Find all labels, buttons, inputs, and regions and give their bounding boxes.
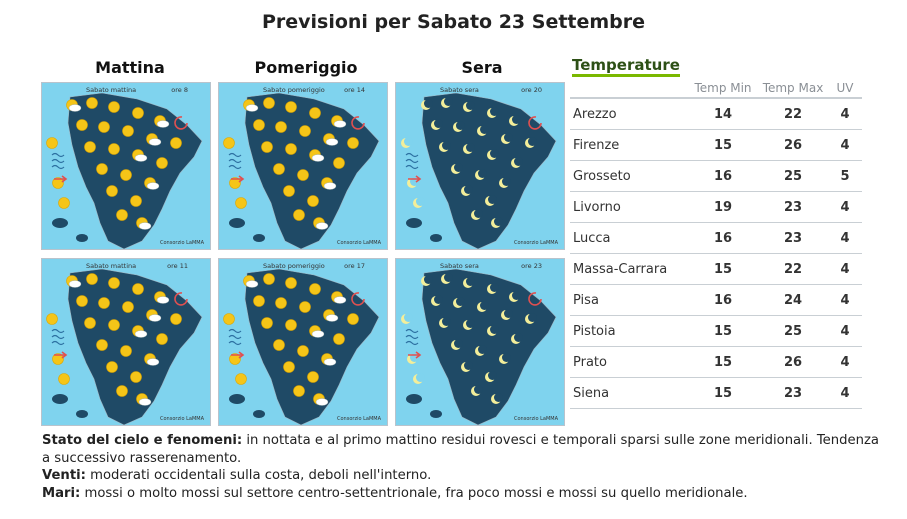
city-name: Pistoia: [570, 316, 688, 347]
uv-value: 4: [828, 192, 862, 223]
sun-icon: [109, 278, 120, 289]
map-period-label: Sabato mattina: [86, 86, 137, 94]
wave-icon: [52, 336, 64, 339]
moon-shadow: [404, 313, 413, 322]
moon-shadow: [464, 361, 473, 370]
temp-min: 16: [688, 223, 758, 254]
uv-value: 4: [828, 98, 862, 130]
uv-value: 4: [828, 223, 862, 254]
moon-shadow: [442, 141, 451, 150]
uv-value: 4: [828, 285, 862, 316]
forecast-map-morning-1[interactable]: [41, 82, 211, 250]
sun-icon: [300, 126, 311, 137]
city-name: Massa-Carrara: [570, 254, 688, 285]
wave-icon: [229, 342, 241, 345]
table-row: [570, 254, 862, 285]
cloud-icon: [149, 139, 161, 146]
sun-icon: [300, 302, 311, 313]
table-header-row: [570, 79, 862, 98]
moon-shadow: [490, 325, 499, 334]
temp-min: 16: [688, 285, 758, 316]
moon-shadow: [466, 319, 475, 328]
moon-shadow: [404, 137, 413, 146]
sun-icon: [310, 108, 321, 119]
wave-icon: [406, 154, 418, 157]
moon-shadow: [480, 125, 489, 134]
temp-min: 14: [688, 98, 758, 130]
tuscany-map-graphic: [396, 83, 565, 250]
sky-text: in nottata e al primo mattino residui rovesci e temporali sparsi sulle zone meridionali. Tendenza a successivo rasserenamento.: [42, 433, 879, 466]
moon-shadow: [490, 283, 499, 292]
sun-icon: [308, 372, 319, 383]
sun-icon: [262, 318, 273, 329]
header-temp-min: Temp Min: [694, 81, 752, 95]
map-time-label: ore 23: [521, 262, 542, 270]
island-shape: [253, 410, 265, 418]
moon-shadow: [480, 301, 489, 310]
wave-icon: [406, 336, 418, 339]
sun-icon: [236, 374, 247, 385]
sun-icon: [133, 108, 144, 119]
temp-max: 22: [758, 254, 828, 285]
moon-shadow: [454, 163, 463, 172]
wave-icon: [52, 166, 64, 169]
sun-icon: [109, 102, 120, 113]
wave-icon: [406, 166, 418, 169]
forecast-map-afternoon-1[interactable]: [218, 82, 388, 250]
sun-icon: [286, 320, 297, 331]
sun-icon: [123, 126, 134, 137]
city-name: Prato: [570, 347, 688, 378]
moon-shadow: [528, 313, 537, 322]
moon-shadow: [444, 273, 453, 282]
table-row: [570, 316, 862, 347]
sun-icon: [59, 374, 70, 385]
cloud-icon: [139, 399, 151, 406]
sun-icon: [236, 198, 247, 209]
sun-icon: [97, 164, 108, 175]
cloud-icon: [326, 315, 338, 322]
island-shape: [430, 410, 442, 418]
sun-icon: [85, 142, 96, 153]
sun-icon: [224, 138, 235, 149]
temp-max: 24: [758, 285, 828, 316]
island-shape: [76, 410, 88, 418]
map-time-label: ore 8: [171, 86, 188, 94]
sun-icon: [117, 210, 128, 221]
cloud-icon: [324, 359, 336, 366]
sun-icon: [157, 158, 168, 169]
map-time-label: ore 20: [521, 86, 542, 94]
moon-shadow: [434, 119, 443, 128]
sun-icon: [107, 362, 118, 373]
wave-icon: [406, 342, 418, 345]
wave-icon: [52, 330, 64, 333]
cloud-icon: [334, 121, 346, 128]
temp-max: 25: [758, 161, 828, 192]
sun-icon: [87, 274, 98, 285]
sun-icon: [107, 186, 118, 197]
forecast-map-evening-1[interactable]: [395, 82, 565, 250]
temp-max: 26: [758, 130, 828, 161]
sun-icon: [254, 120, 265, 131]
moon-shadow: [456, 121, 465, 130]
uv-value: 5: [828, 161, 862, 192]
wave-icon: [406, 160, 418, 163]
map-period-label: Sabato pomeriggio: [263, 86, 325, 94]
moon-shadow: [444, 97, 453, 106]
sun-icon: [77, 120, 88, 131]
sun-icon: [348, 314, 359, 325]
moon-shadow: [488, 371, 497, 380]
island-shape: [430, 234, 442, 242]
sun-icon: [47, 138, 58, 149]
column-label-evening: Sera: [461, 58, 503, 77]
temp-min: 15: [688, 378, 758, 409]
moon-shadow: [442, 317, 451, 326]
sun-icon: [294, 386, 305, 397]
sun-icon: [117, 386, 128, 397]
moon-shadow: [456, 297, 465, 306]
uv-value: 4: [828, 254, 862, 285]
city-name: Arezzo: [570, 98, 688, 130]
sun-icon: [286, 102, 297, 113]
uv-value: 4: [828, 347, 862, 378]
island-shape: [253, 234, 265, 242]
moon-shadow: [424, 99, 433, 108]
cloud-icon: [149, 315, 161, 322]
map-credit: Consorzio LaMMA: [160, 416, 204, 422]
sun-icon: [47, 314, 58, 325]
moon-shadow: [490, 149, 499, 158]
wind-text: moderati occidentali sulla costa, deboli nell'interno.: [85, 468, 432, 483]
sky-label: Stato del cielo e fenomeni:: [42, 433, 243, 448]
tuscany-map-graphic: [219, 259, 388, 426]
sun-icon: [109, 144, 120, 155]
temperature-table: [570, 79, 862, 409]
tuscany-map-graphic: [396, 259, 565, 426]
sun-icon: [264, 274, 275, 285]
tuscany-map-graphic: [219, 83, 388, 250]
map-period-label: Sabato sera: [440, 262, 479, 270]
map-credit: Consorzio LaMMA: [514, 240, 558, 246]
sun-icon: [59, 198, 70, 209]
moon-shadow: [494, 393, 503, 402]
moon-shadow: [424, 275, 433, 284]
moon-shadow: [416, 197, 425, 206]
header-uv: UV: [836, 81, 854, 95]
cloud-icon: [316, 399, 328, 406]
cloud-icon: [69, 281, 81, 288]
cloud-icon: [157, 121, 169, 128]
moon-shadow: [466, 101, 475, 110]
moon-shadow: [502, 177, 511, 186]
forecast-map-evening-2[interactable]: [395, 258, 565, 426]
table-row: [570, 378, 862, 409]
sun-icon: [298, 346, 309, 357]
sun-icon: [276, 298, 287, 309]
island-shape: [229, 218, 245, 228]
table-row: [570, 98, 862, 130]
map-credit: Consorzio LaMMA: [514, 416, 558, 422]
table-row: [570, 161, 862, 192]
sun-icon: [284, 186, 295, 197]
cloud-icon: [326, 139, 338, 146]
cloud-icon: [246, 281, 258, 288]
sun-icon: [224, 314, 235, 325]
sea-description: [42, 485, 882, 503]
island-shape: [406, 394, 422, 404]
temp-min: 16: [688, 161, 758, 192]
cloud-icon: [135, 331, 147, 338]
temp-max: 25: [758, 316, 828, 347]
cloud-icon: [246, 105, 258, 112]
sun-icon: [334, 334, 345, 345]
moon-shadow: [494, 217, 503, 226]
map-credit: Consorzio LaMMA: [337, 416, 381, 422]
cloud-icon: [157, 297, 169, 304]
sun-icon: [77, 296, 88, 307]
city-name: Lucca: [570, 223, 688, 254]
island-shape: [229, 394, 245, 404]
sun-icon: [131, 196, 142, 207]
island-shape: [52, 394, 68, 404]
sun-icon: [121, 170, 132, 181]
map-time-label: ore 17: [344, 262, 365, 270]
table-row: [570, 130, 862, 161]
sun-icon: [334, 158, 345, 169]
moon-shadow: [474, 209, 483, 218]
sun-icon: [264, 98, 275, 109]
moon-shadow: [478, 345, 487, 354]
sun-icon: [133, 284, 144, 295]
city-name: Livorno: [570, 192, 688, 223]
sea-label: Mari:: [42, 486, 81, 501]
cloud-icon: [316, 223, 328, 230]
temp-min: 15: [688, 130, 758, 161]
sun-icon: [99, 298, 110, 309]
city-name: Grosseto: [570, 161, 688, 192]
temp-max: 23: [758, 223, 828, 254]
cloud-icon: [334, 297, 346, 304]
island-shape: [406, 218, 422, 228]
map-time-label: ore 14: [344, 86, 365, 94]
sun-icon: [97, 340, 108, 351]
forecast-map-afternoon-2[interactable]: [218, 258, 388, 426]
wind-label: Venti:: [42, 468, 86, 483]
temp-max: 26: [758, 347, 828, 378]
map-period-label: Sabato sera: [440, 86, 479, 94]
table-row: [570, 347, 862, 378]
moon-shadow: [488, 195, 497, 204]
table-row: [570, 285, 862, 316]
moon-shadow: [528, 137, 537, 146]
city-name: Pisa: [570, 285, 688, 316]
sun-icon: [286, 278, 297, 289]
page-title: Previsioni per Sabato 23 Settembre: [261, 11, 646, 33]
sea-text: mossi o molto mossi sul settore centro-settentrionale, fra poco mossi e mossi su quello meridionale.: [80, 486, 748, 501]
sun-icon: [310, 284, 321, 295]
sun-icon: [171, 138, 182, 149]
temp-min: 15: [688, 254, 758, 285]
cloud-icon: [147, 183, 159, 190]
cloud-icon: [69, 105, 81, 112]
sun-icon: [274, 164, 285, 175]
map-time-label: ore 11: [167, 262, 188, 270]
wave-icon: [229, 330, 241, 333]
moon-shadow: [478, 169, 487, 178]
sun-icon: [308, 196, 319, 207]
sun-icon: [109, 320, 120, 331]
moon-shadow: [434, 295, 443, 304]
temp-max: 23: [758, 192, 828, 223]
temp-max: 23: [758, 378, 828, 409]
map-credit: Consorzio LaMMA: [337, 240, 381, 246]
wind-description: [42, 467, 882, 485]
moon-shadow: [466, 143, 475, 152]
cloud-icon: [312, 155, 324, 162]
sun-icon: [99, 122, 110, 133]
moon-shadow: [504, 309, 513, 318]
column-label-afternoon: Pomeriggio: [254, 58, 358, 77]
cloud-icon: [324, 183, 336, 190]
island-shape: [76, 234, 88, 242]
sun-icon: [254, 296, 265, 307]
wave-icon: [52, 154, 64, 157]
sun-icon: [276, 122, 287, 133]
wave-icon: [52, 342, 64, 345]
moon-shadow: [512, 115, 521, 124]
cloud-icon: [135, 155, 147, 162]
temp-min: 15: [688, 347, 758, 378]
sky-description: [42, 432, 882, 467]
sun-icon: [171, 314, 182, 325]
cloud-icon: [147, 359, 159, 366]
sun-icon: [85, 318, 96, 329]
uv-value: 4: [828, 130, 862, 161]
column-label-morning: Mattina: [95, 58, 165, 77]
temp-min: 15: [688, 316, 758, 347]
moon-shadow: [502, 353, 511, 362]
forecast-map-morning-2[interactable]: [41, 258, 211, 426]
wave-icon: [229, 166, 241, 169]
temp-min: 19: [688, 192, 758, 223]
moon-shadow: [514, 333, 523, 342]
sun-icon: [284, 362, 295, 373]
table-row: [570, 223, 862, 254]
header-temp-max: Temp Max: [762, 81, 824, 95]
wave-icon: [229, 160, 241, 163]
cloud-icon: [312, 331, 324, 338]
sun-icon: [262, 142, 273, 153]
cloud-icon: [139, 223, 151, 230]
temperature-title: Temperature: [572, 57, 680, 77]
sun-icon: [286, 144, 297, 155]
tuscany-map-graphic: [42, 83, 211, 250]
uv-value: 4: [828, 378, 862, 409]
wave-icon: [229, 336, 241, 339]
city-name: Firenze: [570, 130, 688, 161]
map-period-label: Sabato pomeriggio: [263, 262, 325, 270]
moon-shadow: [466, 277, 475, 286]
moon-shadow: [464, 185, 473, 194]
map-period-label: Sabato mattina: [86, 262, 137, 270]
temp-max: 22: [758, 98, 828, 130]
uv-value: 4: [828, 316, 862, 347]
city-name: Siena: [570, 378, 688, 409]
tuscany-map-graphic: [42, 259, 211, 426]
island-shape: [52, 218, 68, 228]
sun-icon: [294, 210, 305, 221]
sun-icon: [348, 138, 359, 149]
moon-shadow: [416, 373, 425, 382]
sun-icon: [121, 346, 132, 357]
sun-icon: [298, 170, 309, 181]
moon-shadow: [454, 339, 463, 348]
sun-icon: [123, 302, 134, 313]
moon-shadow: [504, 133, 513, 142]
moon-shadow: [490, 107, 499, 116]
wave-icon: [229, 154, 241, 157]
wave-icon: [52, 160, 64, 163]
map-credit: Consorzio LaMMA: [160, 240, 204, 246]
table-row: [570, 192, 862, 223]
sun-icon: [87, 98, 98, 109]
wave-icon: [406, 330, 418, 333]
sun-icon: [131, 372, 142, 383]
moon-shadow: [474, 385, 483, 394]
moon-shadow: [514, 157, 523, 166]
moon-shadow: [512, 291, 521, 300]
sun-icon: [274, 340, 285, 351]
sun-icon: [157, 334, 168, 345]
